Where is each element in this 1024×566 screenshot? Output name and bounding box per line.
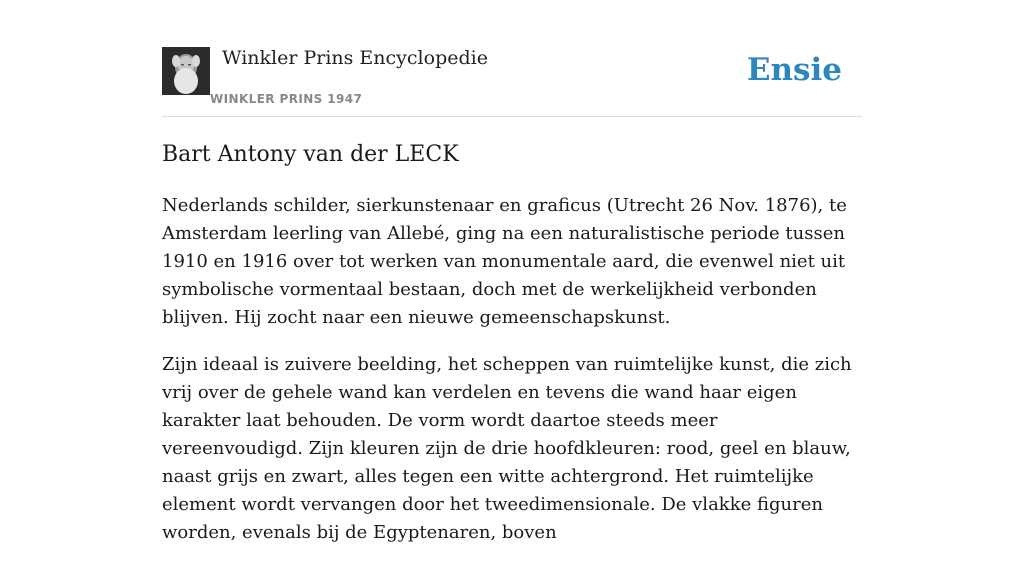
bearded-man-portrait-icon bbox=[162, 47, 210, 95]
source-title[interactable]: Winkler Prins Encyclopedie bbox=[222, 47, 488, 69]
page bbox=[162, 0, 862, 543]
ensie-logo-link[interactable]: Ensie bbox=[746, 52, 842, 88]
author-avatar[interactable] bbox=[162, 47, 210, 95]
source-header bbox=[162, 0, 862, 117]
article-title: Bart Antony van der LECK bbox=[162, 142, 459, 167]
source-subtitle: WINKLER PRINS 1947 bbox=[210, 92, 363, 106]
article-paragraph-2: Zijn ideaal is zuivere beelding, het scheppen van ruimtelijke kunst, die zich vrij over de gehele wand kan verdelen en tevens die wand haar eigen karakter laat behouden. De vorm wordt daartoe steeds meer vereenvoudigd. Zijn kleuren zijn de drie hoofdkleuren: rood, geel en blauw, naast grijs en zwart, alles tegen een witte achtergrond. Het ruimtelijke element wordt vervangen door het tweedimensionale. De vlakke figuren worden, evenals bij de Egyptenaren, boven bbox=[162, 354, 852, 543]
article-body bbox=[162, 192, 862, 566]
article-paragraph-1: Nederlands schilder, sierkunstenaar en graficus (Utrecht 26 Nov. 1876), te Amsterdam leerling van Allebé, ging na een naturalistische periode tussen 1910 en 1916 over tot werken van monumentale aard, die evenwel niet uit symbolische vormentaal bestaan, doch met de werkelijkheid verbonden blijven. Hij zocht naar een nieuwe gemeenschapskunst. bbox=[162, 195, 847, 328]
